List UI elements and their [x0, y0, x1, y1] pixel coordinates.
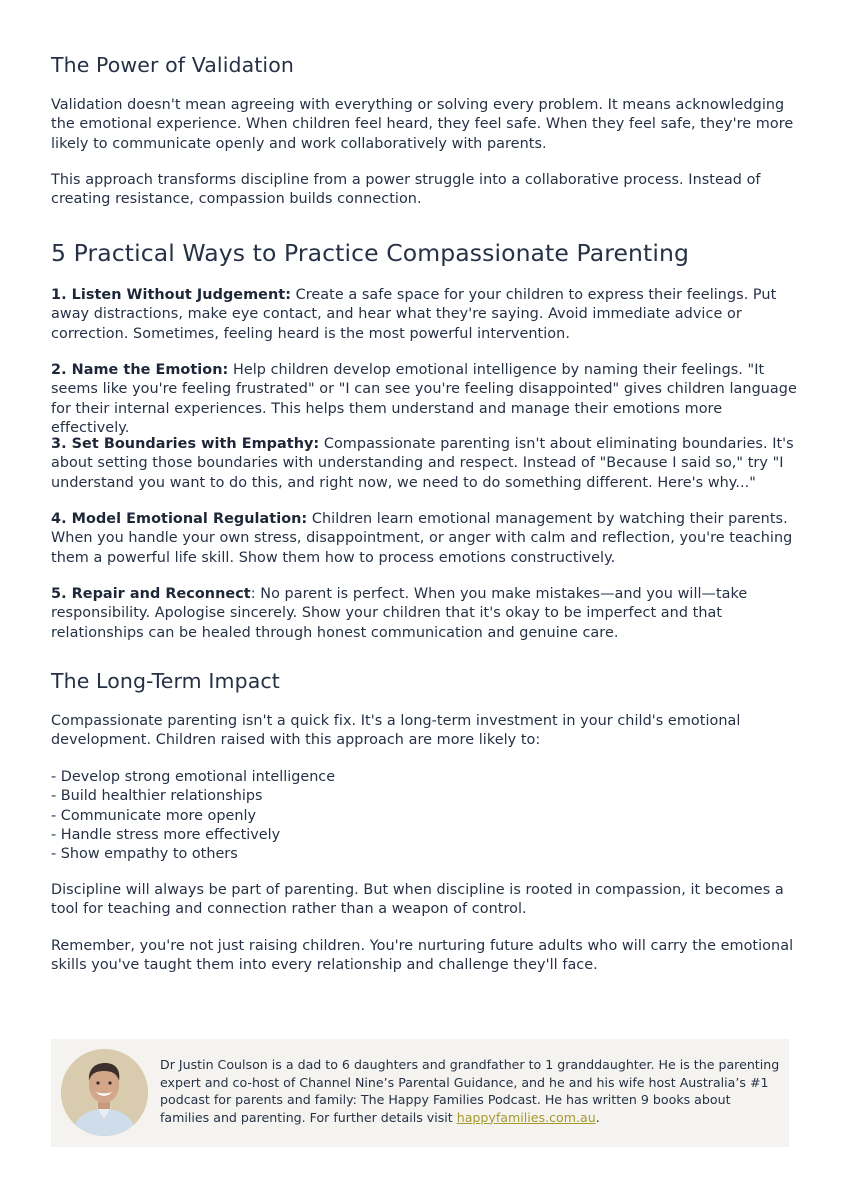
author-bio-box: [51, 1039, 789, 1147]
way-item-text: Create a safe space for your children to express their feelings. Put away distractions, make eye contact, and hear what they're saying. Avoid immediate advice or correction. Sometimes, feeling heard is the most powerful intervention.: [51, 287, 777, 342]
author-bio-text: [160, 1056, 780, 1126]
way-item-4: [51, 510, 803, 568]
impact-intro: Compassionate parenting isn't a quick fix. It's a long-term investment in your child's emotional development. Children raised with this approach are more likely to:: [51, 713, 741, 749]
closing-paragraph-1: Discipline will always be part of parenting. But when discipline is rooted in compassion, it becomes a tool for teaching and connection rather than a weapon of control.: [51, 882, 784, 918]
way-item-3: [51, 435, 803, 493]
way-item-separator: :: [250, 586, 256, 602]
way-item-text: Compassionate parenting isn't about eliminating boundaries. It's about setting those boundaries with understanding and respect. Instead of "Because I said so," try "I understand you want to do this, and right now, we need to do something different. Here's why...": [51, 436, 794, 491]
validation-paragraph-1: Validation doesn't mean agreeing with everything or solving every problem. It means acknowledging the emotional experience. When children feel heard, they feel safe. When they feel safe, they're more likely to communicate openly and work collaboratively with parents.: [51, 97, 794, 152]
list-item: - Communicate more openly: [51, 807, 256, 824]
author-bio-body: Dr Justin Coulson is a dad to 6 daughters and grandfather to 1 granddaughter. He is the parenting expert and co-host of Channel Nine’s Parental Guidance, and he and his wife host Australia’s #1 podcast for parents and family: The Happy Families Podcast. He has written 9 books about families and parenting. For further details visit: [160, 1057, 780, 1125]
author-bio-end: .: [595, 1109, 600, 1125]
heading-power-of-validation: The Power of Validation: [51, 53, 294, 77]
way-item-text: Help children develop emotional intelligence by naming their feelings. "It seems like you're feeling frustrated" or "I can see you're feeling disappointed" gives children language for their internal experiences. This helps them understand and manage their emotions more effectively.: [51, 362, 797, 436]
author-website-link[interactable]: happyfamilies.com.au: [456, 1109, 596, 1125]
author-avatar: [61, 1049, 148, 1136]
way-item-2: [51, 361, 803, 438]
way-item-5: [51, 585, 803, 643]
way-item-title: 4. Model Emotional Regulation:: [51, 511, 308, 527]
way-item-title: 2. Name the Emotion:: [51, 362, 229, 378]
impact-list: [51, 768, 803, 864]
way-item-title: 3. Set Boundaries with Empathy:: [51, 436, 320, 452]
list-item: - Handle stress more effectively: [51, 826, 281, 843]
list-item: - Build healthier relationships: [51, 788, 263, 805]
validation-paragraph-2: This approach transforms discipline from a power struggle into a collaborative process. Instead of creating resistance, compassion builds connection.: [51, 172, 761, 208]
list-item: - Show empathy to others: [51, 846, 238, 863]
closing-paragraph-2: Remember, you're not just raising children. You're nurturing future adults who will carry the emotional skills you've taught them into every relationship and challenge they'll face.: [51, 938, 794, 974]
way-item-1: [51, 286, 803, 344]
way-item-text: No parent is perfect. When you make mistakes—and you will—take responsibility. Apologise sincerely. Show your children that it's okay to be imperfect and that relationships can be healed through honest communication and genuine care.: [51, 586, 748, 641]
way-item-title: 1. Listen Without Judgement:: [51, 287, 291, 303]
way-item-text: Children learn emotional management by watching their parents. When you handle your own stress, disappointment, or anger with calm and reflection, you're teaching them a powerful life skill. Show them how to process emotions constructively.: [51, 511, 793, 566]
list-item: - Develop strong emotional intelligence: [51, 769, 336, 785]
heading-long-term-impact: The Long-Term Impact: [51, 669, 280, 693]
way-item-title: 5. Repair and Reconnect: [51, 586, 251, 602]
heading-practical-ways: 5 Practical Ways to Practice Compassionate Parenting: [51, 239, 689, 267]
author-portrait-icon: [61, 1049, 148, 1136]
